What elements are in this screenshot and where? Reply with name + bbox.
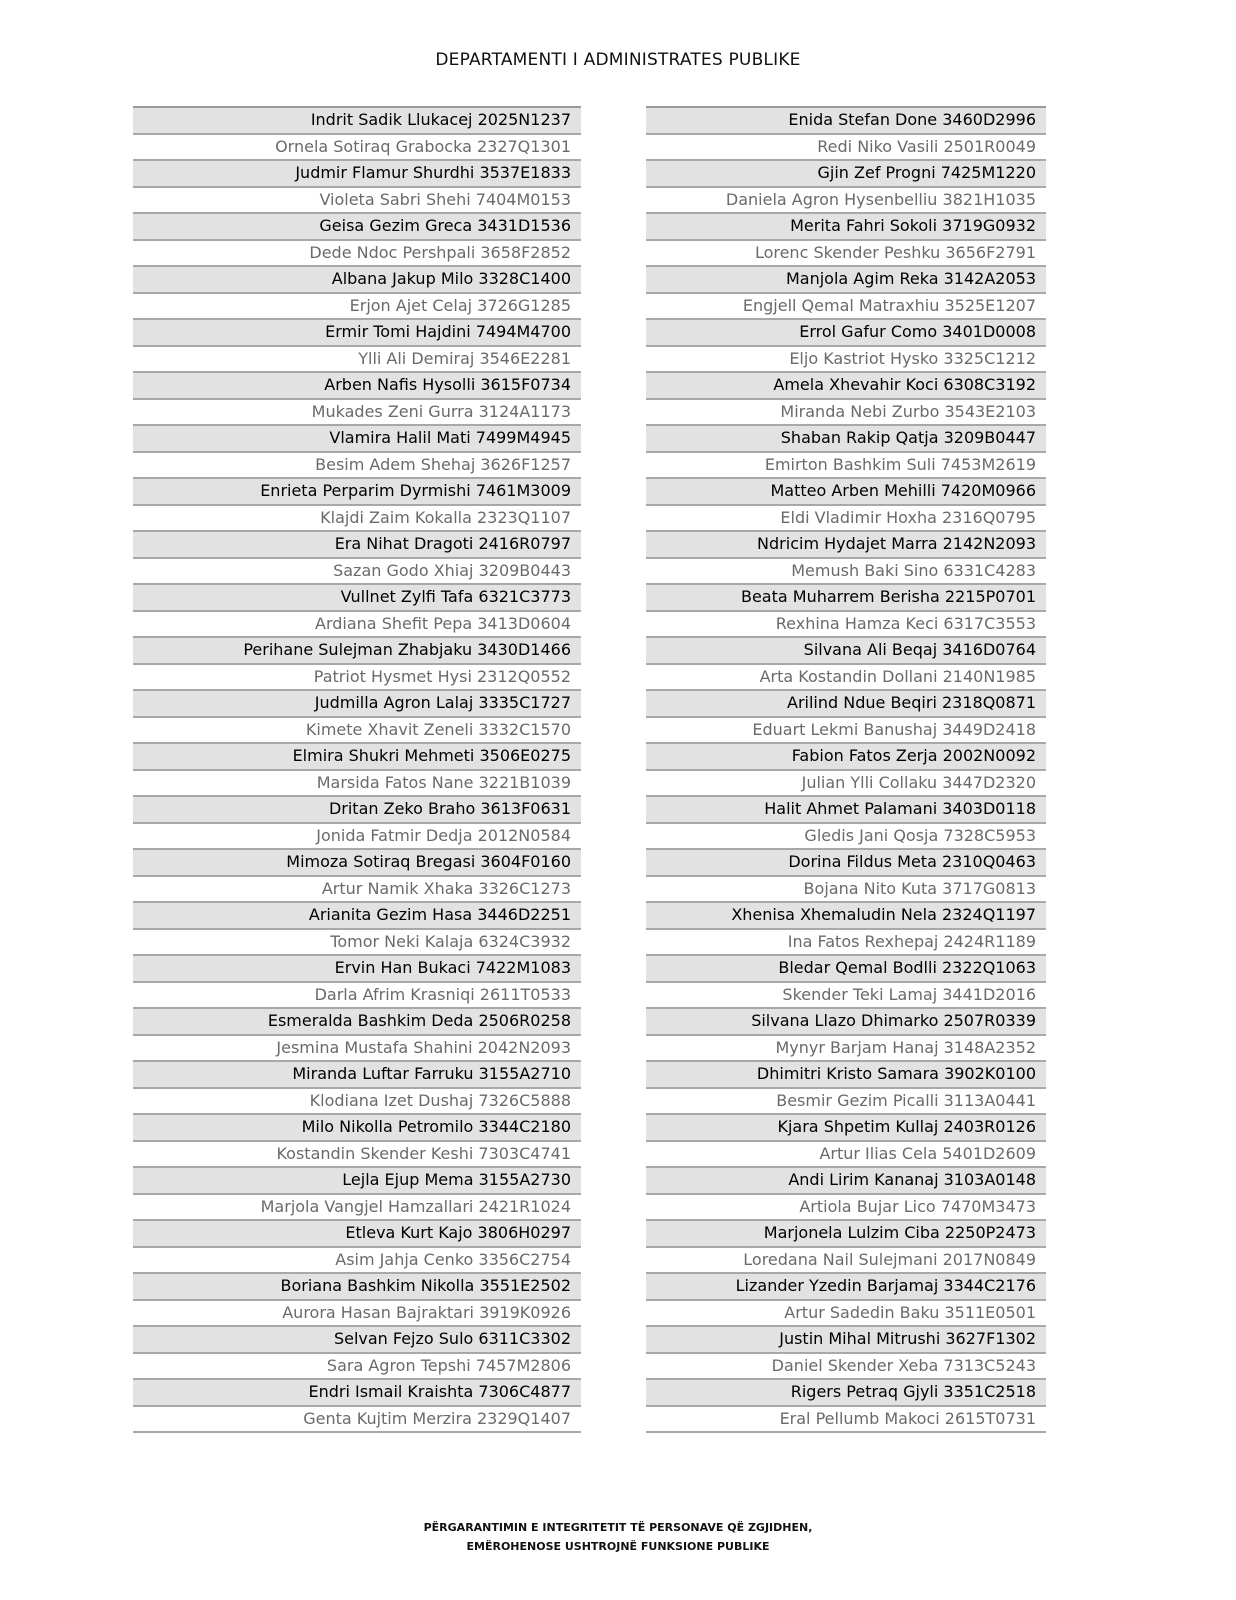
footer-line-1: PËRGARANTIMIN E INTEGRITETIT TË PERSONAVE QË ZGJIDHEN, (423, 1521, 813, 1534)
list-item: Marjonela Lulzim Ciba 2250P2473 (646, 1221, 1046, 1248)
list-item: Gjin Zef Progni 7425M1220 (646, 161, 1046, 188)
list-item: Selvan Fejzo Sulo 6311C3302 (133, 1327, 581, 1354)
list-item: Artur Ilias Cela 5401D2609 (646, 1142, 1046, 1169)
list-item: Ylli Ali Demiraj 3546E2281 (133, 347, 581, 374)
list-item: Ndricim Hydajet Marra 2142N2093 (646, 532, 1046, 559)
list-item: Xhenisa Xhemaludin Nela 2324Q1197 (646, 903, 1046, 930)
list-item: Geisa Gezim Greca 3431D1536 (133, 214, 581, 241)
list-item: Perihane Sulejman Zhabjaku 3430D1466 (133, 638, 581, 665)
list-item: Artiola Bujar Lico 7470M3473 (646, 1195, 1046, 1222)
list-item: Manjola Agim Reka 3142A2053 (646, 267, 1046, 294)
list-item: Sazan Godo Xhiaj 3209B0443 (133, 559, 581, 586)
list-item: Besmir Gezim Picalli 3113A0441 (646, 1089, 1046, 1116)
list-item: Aurora Hasan Bajraktari 3919K0926 (133, 1301, 581, 1328)
list-item: Arianita Gezim Hasa 3446D2251 (133, 903, 581, 930)
list-item: Genta Kujtim Merzira 2329Q1407 (133, 1407, 581, 1434)
list-item: Daniela Agron Hysenbelliu 3821H1035 (646, 188, 1046, 215)
list-item: Asim Jahja Cenko 3356C2754 (133, 1248, 581, 1275)
list-item: Errol Gafur Como 3401D0008 (646, 320, 1046, 347)
list-item: Bledar Qemal Bodlli 2322Q1063 (646, 956, 1046, 983)
list-item: Arilind Ndue Beqiri 2318Q0871 (646, 691, 1046, 718)
list-item: Lejla Ejup Mema 3155A2730 (133, 1168, 581, 1195)
list-item: Halit Ahmet Palamani 3403D0118 (646, 797, 1046, 824)
list-item: Beata Muharrem Berisha 2215P0701 (646, 585, 1046, 612)
right-column-list (646, 106, 1046, 1433)
list-item: Mimoza Sotiraq Bregasi 3604F0160 (133, 850, 581, 877)
list-item: Darla Afrim Krasniqi 2611T0533 (133, 983, 581, 1010)
list-item: Erjon Ajet Celaj 3726G1285 (133, 294, 581, 321)
list-item: Judmilla Agron Lalaj 3335C1727 (133, 691, 581, 718)
list-item: Amela Xhevahir Koci 6308C3192 (646, 373, 1046, 400)
list-item: Besim Adem Shehaj 3626F1257 (133, 453, 581, 480)
list-item: Vlamira Halil Mati 7499M4945 (133, 426, 581, 453)
list-item: Merita Fahri Sokoli 3719G0932 (646, 214, 1046, 241)
list-item: Endri Ismail Kraishta 7306C4877 (133, 1380, 581, 1407)
list-item: Andi Lirim Kananaj 3103A0148 (646, 1168, 1046, 1195)
list-item: Fabion Fatos Zerja 2002N0092 (646, 744, 1046, 771)
list-item: Artur Namik Xhaka 3326C1273 (133, 877, 581, 904)
list-item: Patriot Hysmet Hysi 2312Q0552 (133, 665, 581, 692)
list-item: Elmira Shukri Mehmeti 3506E0275 (133, 744, 581, 771)
list-item: Silvana Ali Beqaj 3416D0764 (646, 638, 1046, 665)
list-item: Julian Ylli Collaku 3447D2320 (646, 771, 1046, 798)
list-item: Redi Niko Vasili 2501R0049 (646, 135, 1046, 162)
list-item: Arta Kostandin Dollani 2140N1985 (646, 665, 1046, 692)
list-item: Ina Fatos Rexhepaj 2424R1189 (646, 930, 1046, 957)
list-item: Milo Nikolla Petromilo 3344C2180 (133, 1115, 581, 1142)
list-item: Skender Teki Lamaj 3441D2016 (646, 983, 1046, 1010)
list-item: Justin Mihal Mitrushi 3627F1302 (646, 1327, 1046, 1354)
list-item: Lorenc Skender Peshku 3656F2791 (646, 241, 1046, 268)
list-item: Judmir Flamur Shurdhi 3537E1833 (133, 161, 581, 188)
list-item: Kjara Shpetim Kullaj 2403R0126 (646, 1115, 1046, 1142)
list-item: Enida Stefan Done 3460D2996 (646, 108, 1046, 135)
list-item: Dede Ndoc Pershpali 3658F2852 (133, 241, 581, 268)
list-item: Albana Jakup Milo 3328C1400 (133, 267, 581, 294)
list-item: Kostandin Skender Keshi 7303C4741 (133, 1142, 581, 1169)
list-item: Mukades Zeni Gurra 3124A1173 (133, 400, 581, 427)
list-item: Klajdi Zaim Kokalla 2323Q1107 (133, 506, 581, 533)
list-item: Enrieta Perparim Dyrmishi 7461M3009 (133, 479, 581, 506)
list-item: Ermir Tomi Hajdini 7494M4700 (133, 320, 581, 347)
list-item: Artur Sadedin Baku 3511E0501 (646, 1301, 1046, 1328)
footer-line-2: EMËROHENOSE USHTROJNË FUNKSIONE PUBLIKE (466, 1540, 770, 1553)
list-item: Etleva Kurt Kajo 3806H0297 (133, 1221, 581, 1248)
list-item: Marjola Vangjel Hamzallari 2421R1024 (133, 1195, 581, 1222)
page-title: DEPARTAMENTI I ADMINISTRATES PUBLIKE (435, 50, 801, 70)
list-item: Violeta Sabri Shehi 7404M0153 (133, 188, 581, 215)
list-item: Emirton Bashkim Suli 7453M2619 (646, 453, 1046, 480)
list-item: Klodiana Izet Dushaj 7326C5888 (133, 1089, 581, 1116)
list-item: Eduart Lekmi Banushaj 3449D2418 (646, 718, 1046, 745)
list-item: Indrit Sadik Llukacej 2025N1237 (133, 108, 581, 135)
list-item: Ardiana Shefit Pepa 3413D0604 (133, 612, 581, 639)
list-item: Tomor Neki Kalaja 6324C3932 (133, 930, 581, 957)
list-item: Sara Agron Tepshi 7457M2806 (133, 1354, 581, 1381)
list-item: Boriana Bashkim Nikolla 3551E2502 (133, 1274, 581, 1301)
list-item: Lizander Yzedin Barjamaj 3344C2176 (646, 1274, 1046, 1301)
list-item: Bojana Nito Kuta 3717G0813 (646, 877, 1046, 904)
list-item: Memush Baki Sino 6331C4283 (646, 559, 1046, 586)
footer (0, 1518, 1236, 1556)
list-item: Esmeralda Bashkim Deda 2506R0258 (133, 1009, 581, 1036)
list-item: Miranda Nebi Zurbo 3543E2103 (646, 400, 1046, 427)
list-item: Eral Pellumb Makoci 2615T0731 (646, 1407, 1046, 1434)
list-item: Jonida Fatmir Dedja 2012N0584 (133, 824, 581, 851)
list-item: Daniel Skender Xeba 7313C5243 (646, 1354, 1046, 1381)
list-item: Rexhina Hamza Keci 6317C3553 (646, 612, 1046, 639)
list-item: Matteo Arben Mehilli 7420M0966 (646, 479, 1046, 506)
list-item: Eldi Vladimir Hoxha 2316Q0795 (646, 506, 1046, 533)
list-item: Rigers Petraq Gjyli 3351C2518 (646, 1380, 1046, 1407)
list-item: Kimete Xhavit Zeneli 3332C1570 (133, 718, 581, 745)
list-item: Shaban Rakip Qatja 3209B0447 (646, 426, 1046, 453)
list-item: Ornela Sotiraq Grabocka 2327Q1301 (133, 135, 581, 162)
list-item: Dhimitri Kristo Samara 3902K0100 (646, 1062, 1046, 1089)
list-item: Mynyr Barjam Hanaj 3148A2352 (646, 1036, 1046, 1063)
list-item: Arben Nafis Hysolli 3615F0734 (133, 373, 581, 400)
list-item: Miranda Luftar Farruku 3155A2710 (133, 1062, 581, 1089)
list-item: Eljo Kastriot Hysko 3325C1212 (646, 347, 1046, 374)
list-item: Gledis Jani Qosja 7328C5953 (646, 824, 1046, 851)
list-item: Dorina Fildus Meta 2310Q0463 (646, 850, 1046, 877)
list-item: Marsida Fatos Nane 3221B1039 (133, 771, 581, 798)
list-item: Vullnet Zylfi Tafa 6321C3773 (133, 585, 581, 612)
list-item: Loredana Nail Sulejmani 2017N0849 (646, 1248, 1046, 1275)
list-item: Ervin Han Bukaci 7422M1083 (133, 956, 581, 983)
list-item: Dritan Zeko Braho 3613F0631 (133, 797, 581, 824)
list-item: Engjell Qemal Matraxhiu 3525E1207 (646, 294, 1046, 321)
left-column-list (133, 106, 581, 1433)
list-item: Era Nihat Dragoti 2416R0797 (133, 532, 581, 559)
list-item: Silvana Llazo Dhimarko 2507R0339 (646, 1009, 1046, 1036)
list-item: Jesmina Mustafa Shahini 2042N2093 (133, 1036, 581, 1063)
